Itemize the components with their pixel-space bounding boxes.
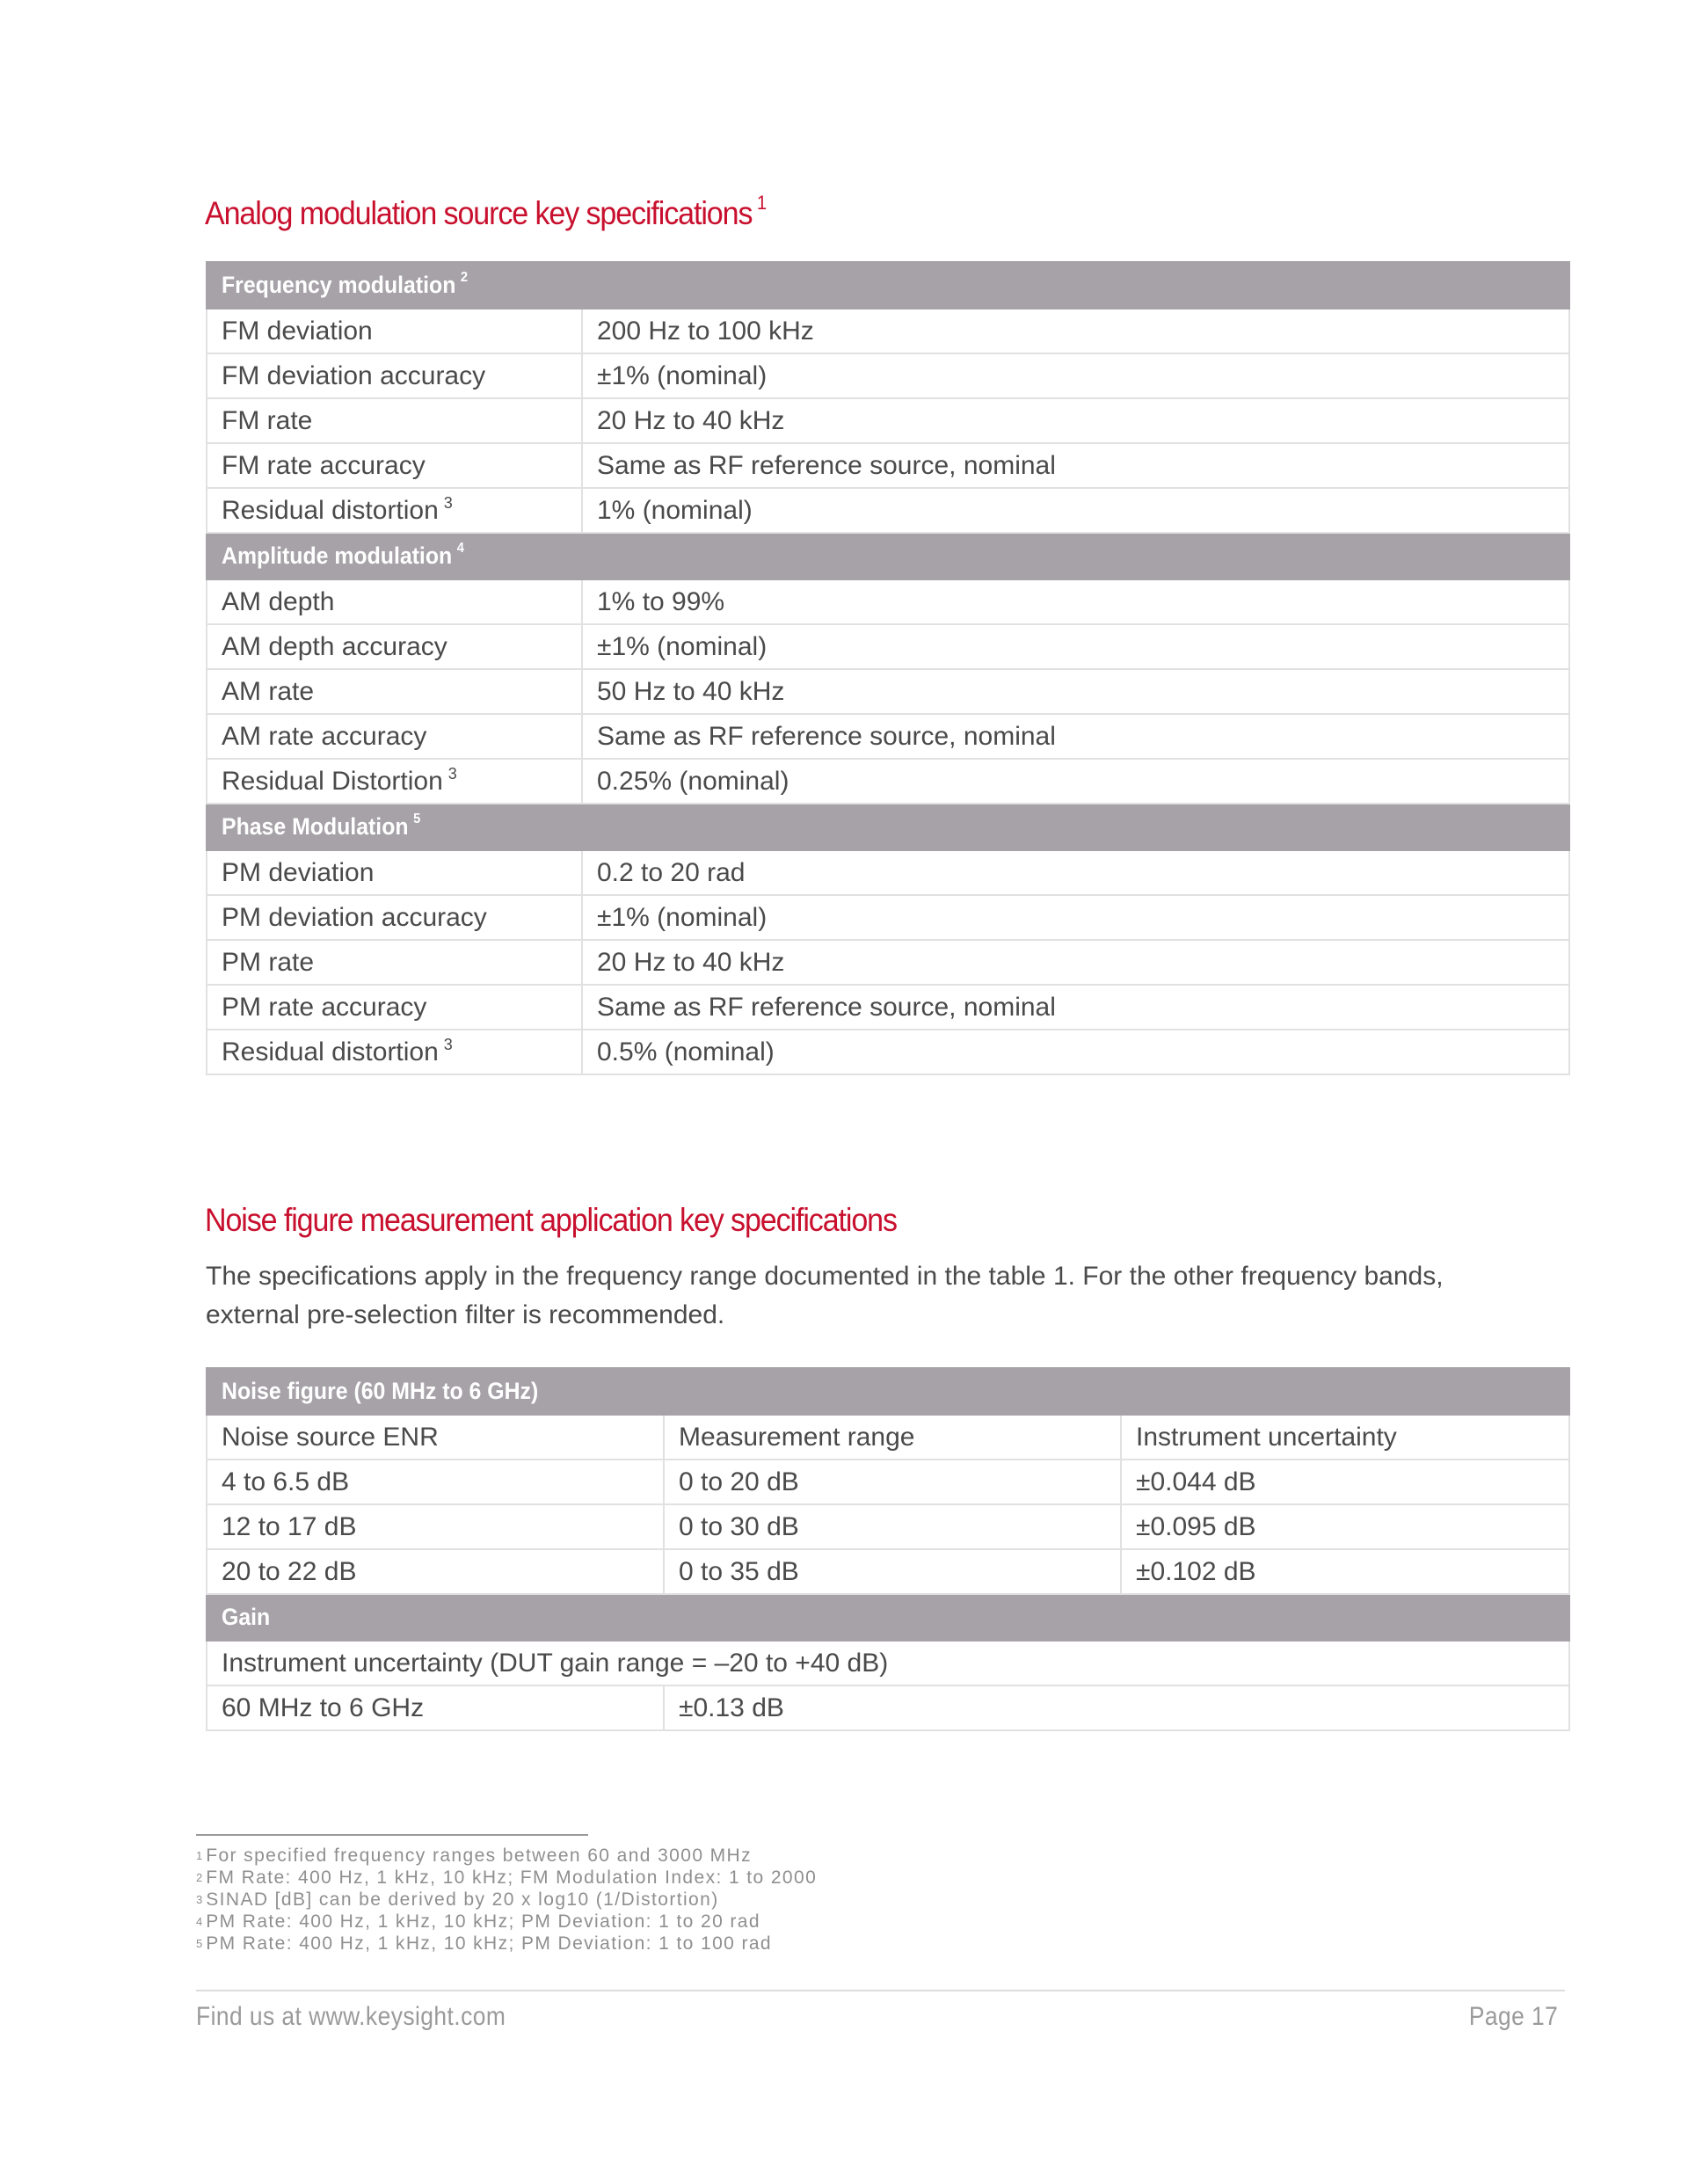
footnote-text: SINAD [dB] can be derived by 20 x log10 (1/Distortion) — [206, 1889, 719, 1910]
footnote-ref: 3 — [443, 493, 453, 512]
footnote — [196, 1889, 817, 1911]
footnote — [196, 1867, 817, 1889]
analog-title-footnote-ref: 1 — [756, 192, 767, 214]
group-header-row — [207, 533, 1569, 579]
footnote-text: For specified frequency ranges between 60 and 3000 MHz — [206, 1845, 752, 1866]
noise-spec-table — [206, 1367, 1570, 1731]
spec-row — [207, 624, 1569, 669]
table-cell: 0 to 20 dB — [664, 1460, 1121, 1504]
spec-label: AM rate accuracy — [222, 721, 427, 751]
table-row — [207, 1460, 1569, 1504]
spec-value-cell: ±1% (nominal) — [582, 624, 1569, 669]
group-header-label: Phase Modulation — [222, 813, 409, 840]
footnote-ref: 3 — [443, 1035, 453, 1053]
footnote-ref: 2 — [460, 270, 469, 285]
table-cell: 0 to 30 dB — [664, 1504, 1121, 1549]
group-header-row — [207, 1368, 1569, 1415]
spec-row — [207, 488, 1569, 533]
table-row — [207, 1641, 1569, 1685]
spec-value-cell: Same as RF reference source, nominal — [582, 443, 1569, 488]
table-cell: 0 to 35 dB — [664, 1549, 1121, 1594]
table-cell: ±0.044 dB — [1121, 1460, 1569, 1504]
footnotes-list — [196, 1845, 817, 1955]
spec-value-cell: 20 Hz to 40 kHz — [582, 940, 1569, 985]
spec-value-cell: 200 Hz to 100 kHz — [582, 309, 1569, 353]
group-header-row — [207, 804, 1569, 850]
footnote-number: 5 — [196, 1937, 203, 1950]
footer-website-link[interactable]: Find us at www.keysight.com — [196, 2002, 506, 2031]
group-header-label: Amplitude modulation — [222, 542, 453, 569]
column-header-row — [207, 1415, 1569, 1460]
spec-row — [207, 443, 1569, 488]
spec-value-cell: ±1% (nominal) — [582, 895, 1569, 940]
spec-label: FM rate accuracy — [222, 450, 426, 480]
spec-row — [207, 714, 1569, 759]
spec-label: PM deviation — [222, 857, 375, 887]
footer-divider — [196, 1990, 1565, 1991]
footnote — [196, 1911, 817, 1933]
table-row — [207, 1549, 1569, 1594]
noise-intro-paragraph: The specifications apply in the frequency range documented in the table 1. For the other frequency bands, external pre-selection filter is recommended. — [206, 1262, 1444, 1329]
footnote-text: PM Rate: 400 Hz, 1 kHz, 10 kHz; PM Deviation: 1 to 20 rad — [206, 1911, 760, 1932]
noise-section-title: Noise figure measurement application key specifications — [205, 1202, 897, 1238]
spec-row — [207, 850, 1569, 895]
spec-value-cell: Same as RF reference source, nominal — [582, 714, 1569, 759]
spec-row — [207, 669, 1569, 714]
spec-label-cell — [207, 895, 582, 940]
spec-value-cell: 1% (nominal) — [582, 488, 1569, 533]
spec-label: AM depth — [222, 586, 335, 616]
footnote-ref: 5 — [413, 812, 421, 826]
table-cell: ±0.095 dB — [1121, 1504, 1569, 1549]
spec-label-cell — [207, 850, 582, 895]
spec-label-cell — [207, 624, 582, 669]
table-cell: 4 to 6.5 dB — [207, 1460, 664, 1504]
spec-label: PM rate accuracy — [222, 992, 427, 1022]
group-header-label: Noise figure (60 MHz to 6 GHz) — [222, 1378, 539, 1404]
spec-label: Residual distortion — [222, 1037, 439, 1067]
spec-label-cell — [207, 759, 582, 804]
spec-value-cell: 0.5% (nominal) — [582, 1030, 1569, 1074]
spec-label-cell — [207, 714, 582, 759]
spec-row — [207, 309, 1569, 353]
group-header-cell — [207, 1594, 1569, 1641]
analog-section-title — [205, 192, 767, 232]
spec-row — [207, 895, 1569, 940]
spec-label: AM depth accuracy — [222, 631, 447, 661]
group-header-label: Gain — [222, 1604, 271, 1630]
spec-value-cell: 0.2 to 20 rad — [582, 850, 1569, 895]
spec-label: FM rate — [222, 405, 313, 435]
spec-row — [207, 353, 1569, 398]
spec-label-cell — [207, 488, 582, 533]
footnote-number: 2 — [196, 1871, 203, 1884]
footnote-number: 3 — [196, 1893, 203, 1906]
spec-value-cell: ±1% (nominal) — [582, 353, 1569, 398]
spec-value-cell: 50 Hz to 40 kHz — [582, 669, 1569, 714]
spec-row — [207, 1030, 1569, 1074]
spec-label: AM rate — [222, 676, 315, 706]
group-header-cell — [207, 1368, 1569, 1415]
table-row — [207, 1685, 1569, 1730]
table-cell: 20 to 22 dB — [207, 1549, 664, 1594]
footnote-ref: 4 — [456, 541, 464, 556]
spec-label-cell — [207, 353, 582, 398]
spec-row — [207, 985, 1569, 1030]
spec-label: Residual distortion — [222, 495, 439, 525]
group-header-row — [207, 262, 1569, 309]
spec-label: PM rate — [222, 947, 315, 977]
column-header: Noise source ENR — [207, 1415, 664, 1460]
footnote-number: 4 — [196, 1915, 203, 1928]
spec-label: Residual Distortion — [222, 766, 443, 796]
footnote — [196, 1933, 817, 1955]
spec-label-cell — [207, 985, 582, 1030]
spec-value-cell: Same as RF reference source, nominal — [582, 985, 1569, 1030]
spec-row — [207, 579, 1569, 624]
table-cell: 60 MHz to 6 GHz — [207, 1685, 664, 1730]
spec-label-cell — [207, 1030, 582, 1074]
spec-value-cell: 20 Hz to 40 kHz — [582, 398, 1569, 443]
group-header-row — [207, 1594, 1569, 1641]
spec-row — [207, 940, 1569, 985]
footnote-text: PM Rate: 400 Hz, 1 kHz, 10 kHz; PM Deviation: 1 to 100 rad — [206, 1933, 773, 1954]
analog-spec-table — [206, 261, 1570, 1075]
analog-title-text: Analog modulation source key specifications — [205, 195, 753, 231]
gain-caption-cell: Instrument uncertainty (DUT gain range = –20 to +40 dB) — [207, 1641, 1569, 1685]
table-cell: ±0.13 dB — [664, 1685, 1569, 1730]
spec-label-cell — [207, 669, 582, 714]
footnote-number: 1 — [196, 1849, 203, 1862]
group-header-cell — [207, 262, 1569, 309]
column-header: Instrument uncertainty — [1121, 1415, 1569, 1460]
spec-label-cell — [207, 940, 582, 985]
group-header-cell — [207, 533, 1569, 579]
spec-label: FM deviation accuracy — [222, 360, 486, 390]
footnote-divider — [196, 1834, 588, 1836]
spec-label-cell — [207, 579, 582, 624]
spec-value-cell: 0.25% (nominal) — [582, 759, 1569, 804]
spec-label-cell — [207, 309, 582, 353]
table-row — [207, 1504, 1569, 1549]
spec-row — [207, 398, 1569, 443]
spec-label: PM deviation accuracy — [222, 902, 487, 932]
spec-label-cell — [207, 398, 582, 443]
page-number: Page 17 — [1468, 2002, 1558, 2031]
footnote — [196, 1845, 817, 1867]
group-header-cell — [207, 804, 1569, 850]
footnote-text: FM Rate: 400 Hz, 1 kHz, 10 kHz; FM Modulation Index: 1 to 2000 — [206, 1867, 818, 1888]
spec-value-cell: 1% to 99% — [582, 579, 1569, 624]
table-cell: ±0.102 dB — [1121, 1549, 1569, 1594]
spec-row — [207, 759, 1569, 804]
spec-label: FM deviation — [222, 316, 373, 346]
table-cell: 12 to 17 dB — [207, 1504, 664, 1549]
spec-label-cell — [207, 443, 582, 488]
footnote-ref: 3 — [447, 764, 457, 783]
column-header: Measurement range — [664, 1415, 1121, 1460]
group-header-label: Frequency modulation — [222, 272, 456, 298]
